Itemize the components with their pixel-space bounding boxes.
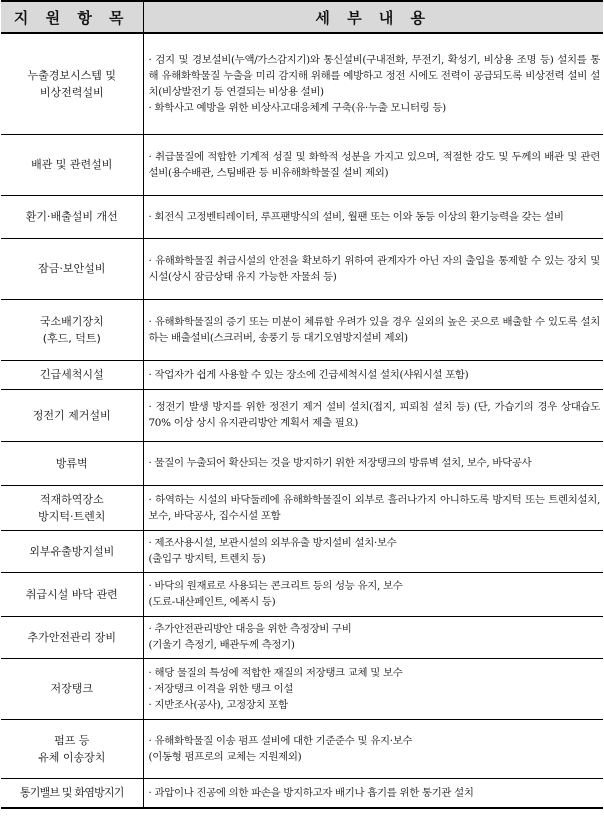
row-detail (143, 616, 603, 658)
row-category (1, 195, 143, 238)
table-row (1, 616, 603, 658)
table-row (1, 360, 603, 389)
table-row (1, 572, 603, 616)
category-line: 통기밸브 및 화염방지기 (19, 786, 124, 800)
table-row (1, 299, 603, 360)
row-category (1, 530, 143, 572)
detail-line: · 유해화학물질 취급시설의 안전을 확보하기 위하여 관계자가 아닌 자의 출입을 통제할 수 있는 장치 및 시설(상시 잠금상태 유지 가능한 자물쇠 등) (148, 254, 600, 283)
detail-line: (출입구 방지턱, 트렌치 등) (148, 553, 266, 565)
category-line: 국소배기장치 (39, 314, 104, 328)
category-line: 추가안전관리 장비 (27, 630, 116, 644)
row-category (1, 33, 143, 134)
row-detail (143, 360, 603, 389)
row-detail (143, 389, 603, 441)
row-category (1, 485, 143, 530)
row-category (1, 299, 143, 360)
row-detail (143, 719, 603, 778)
category-line: (후드, 덕트) (42, 331, 101, 345)
table-row (1, 658, 603, 719)
detail-line: · 유해화학물질의 증기 또는 미분이 체류할 우려가 있을 경우 실외의 높은 곳으로 배출할 수 있도록 설치하는 배출설비(스크러버, 송풍기 등 대기오염방지설비 제외) (148, 315, 600, 344)
category-line: 긴급세척시설 (39, 368, 104, 381)
row-category (1, 658, 143, 719)
support-items-table (1, 0, 603, 809)
table-row (1, 719, 603, 778)
row-category (1, 778, 143, 808)
detail-line: · 물질이 누출되어 확산되는 것을 방지하기 위한 저장탱크의 방류벽 설치, 보수, 바닥공사 (148, 457, 532, 469)
row-detail (143, 485, 603, 530)
table-row (1, 778, 603, 808)
category-line: 저장탱크 (50, 682, 93, 695)
detail-line: · 검지 및 경보설비(누액/가스감지기)와 통신설비(구내전화, 무전기, 확성기, 비상용 조명 등) 설치를 통해 유해화학물질 누출을 미리 감지해 위해를 예방하고 정전 시에도 전력이 공급되도록 비상전력 설비 설치(비상발전기 등 연결되는 비상용 설비) (148, 53, 600, 98)
row-detail (143, 134, 603, 195)
detail-line: · 유해화학물질 이송 펌프 설비에 대한 기준준수 및 유지·보수 (148, 734, 413, 747)
row-category (1, 719, 143, 778)
category-line: 방지턱·트렌치 (38, 509, 106, 523)
category-line: 적재하역장소 (39, 492, 104, 506)
header-detail: 세 부 내 용 (143, 1, 603, 33)
row-detail (143, 195, 603, 238)
detail-line: · 회전식 고정벤티레이터, 루프팬방식의 설비, 월팬 또는 이와 동등 이상의 환기능력을 갖는 설비 (148, 210, 564, 223)
row-category (1, 389, 143, 441)
header-category: 지 원 항 목 (1, 1, 143, 33)
table-row (1, 195, 603, 238)
detail-line: · 바닥의 원재료로 사용되는 콘크리트 등의 성능 유지, 보수 (148, 580, 403, 592)
row-category (1, 238, 143, 299)
table-row (1, 389, 603, 441)
detail-line: (이동형 펌프로의 교체는 지원제외) (148, 750, 302, 763)
detail-line: (기울기 측정기, 배관두께 측정기) (148, 639, 295, 651)
table-row (1, 441, 603, 485)
detail-line: · 지반조사(공사), 고정장치 포함 (148, 698, 288, 711)
detail-line: · 하역하는 시설의 바닥둘레에 유해화학물질이 외부로 흘러나가지 아니하도록 방지턱 또는 트렌치설치, 보수, 바닥공사, 집수시설 포함 (148, 493, 600, 522)
category-line: 유체 이송장치 (38, 750, 106, 764)
row-detail (143, 238, 603, 299)
detail-line: · 해당 물질의 특성에 적합한 재질의 저장탱크 교체 및 보수 (148, 666, 403, 679)
category-line: 누출경보시스템 및 (27, 68, 116, 82)
row-category (1, 572, 143, 616)
row-category (1, 441, 143, 485)
category-line: 배관 및 관련설비 (31, 158, 113, 171)
category-line: 환기·배출설비 개선 (25, 210, 118, 223)
category-line: 방류벽 (55, 456, 88, 470)
category-line: 취급시설 바닥 관련 (25, 587, 118, 601)
category-line: 펌프 등 (54, 733, 90, 747)
table-row (1, 33, 603, 134)
category-line: 비상전력설비 (39, 85, 104, 99)
row-detail (143, 530, 603, 572)
detail-line: (도료-내산페인트, 에폭시 등) (148, 596, 276, 608)
table-header-row (1, 1, 603, 33)
detail-line: · 추가안전관리방안 대응을 위한 측정장비 구비 (148, 623, 352, 635)
detail-line: · 화학사고 예방을 위한 비상사고대응체계 구축(유·누출 모니터링 등) (148, 101, 446, 114)
row-detail (143, 572, 603, 616)
category-line: 잠금·보안설비 (38, 262, 106, 275)
row-category (1, 134, 143, 195)
table-row (1, 238, 603, 299)
row-category (1, 616, 143, 658)
row-detail (143, 658, 603, 719)
row-detail (143, 778, 603, 808)
row-detail (143, 299, 603, 360)
detail-line: · 제조사용시설, 보관시설의 외부유출 방지설비 설치·보수 (148, 537, 397, 549)
table-row (1, 530, 603, 572)
row-category (1, 360, 143, 389)
table-row (1, 485, 603, 530)
row-detail (143, 33, 603, 134)
row-detail (143, 441, 603, 485)
detail-line: · 저장탱크 이격을 위한 탱크 이설 (148, 682, 294, 695)
detail-line: · 정전기 발생 방지를 위한 정전기 제거 설비 설치(접지, 피뢰침 설치 등) (단, 가습기의 경우 상대습도 70% 이상 상시 유지관리방안 계획서 제출 필요) (148, 401, 600, 429)
category-line: 정전기 제거설비 (32, 408, 111, 422)
detail-line: · 취급물질에 적합한 기계적 성질 및 화학적 성분을 가지고 있으며, 적절한 강도 및 두께의 배관 및 관련설비(용수배관, 스팀배관 등 비유해화학물질 설비 제외) (148, 150, 600, 179)
detail-line: · 작업자가 쉽게 사용할 수 있는 장소에 긴급세척시설 설치(샤워시설 포함) (148, 368, 469, 381)
detail-line: · 과압이나 진공에 의한 파손을 방지하고자 배기나 흡기를 위한 통기관 설치 (148, 786, 474, 799)
category-line: 외부유출방지설비 (29, 544, 115, 558)
table-row (1, 134, 603, 195)
